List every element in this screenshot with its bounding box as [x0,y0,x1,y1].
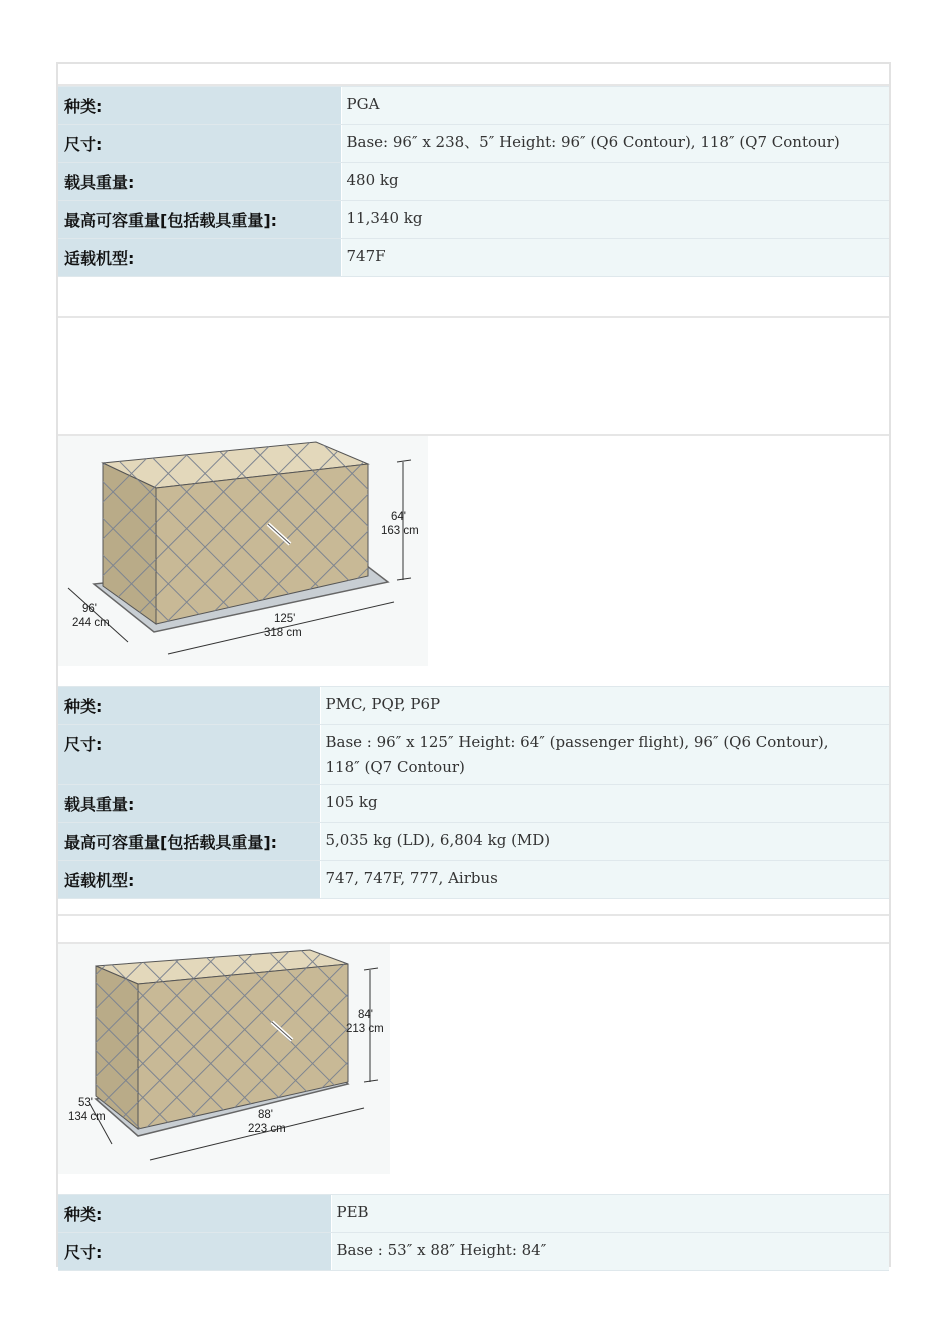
length-cm-label: 318 cm [264,627,302,639]
length-label: 125' [274,613,296,625]
table-row [58,125,889,163]
length-cm-label: 223 cm [248,1123,286,1135]
table-row [58,785,889,823]
row-label: 最高可容重量[包括载具重量]: [58,823,320,861]
row-value: Base: 96″ x 238、5″ Height: 96″ (Q6 Contour), 118″ (Q7 Contour) [341,125,889,163]
row-value: 11,340 kg [341,201,889,239]
table-row [58,725,889,785]
row-label: 适载机型: [58,861,320,899]
row-label: 尺寸: [58,725,320,785]
row-value: PGA [341,87,889,125]
row-value: 747, 747F, 777, Airbus [320,861,889,899]
spec-table-peb [58,1194,889,1271]
row-label: 种类: [58,687,320,725]
width-cm-label: 134 cm [68,1111,106,1123]
row-value: Base : 53″ x 88″ Height: 84″ [331,1233,889,1271]
row-value: PEB [331,1195,889,1233]
table-row [58,1195,889,1233]
pallet-peb-image [58,944,390,1174]
spacer-row [58,890,889,916]
row-value: 747F [341,239,889,277]
spacer-row [58,318,889,436]
row-value: Base : 96″ x 125″ Height: 64″ (passenger flight), 96″ (Q6 Contour), 118″ (Q7 Contour) [320,725,889,785]
width-cm-label: 244 cm [72,617,110,629]
table-row [58,1233,889,1271]
pallet-image-row [58,944,889,1196]
row-label: 尺寸: [58,1233,331,1271]
spacer-row [58,916,889,944]
table-row [58,87,889,125]
height-cm-label: 213 cm [346,1023,384,1035]
spacer-row [58,64,889,86]
table-row [58,687,889,725]
length-label: 88' [258,1109,273,1121]
height-label: 64' [391,511,406,523]
row-label: 种类: [58,1195,331,1233]
row-value: 5,035 kg (LD), 6,804 kg (MD) [320,823,889,861]
height-label: 84' [358,1009,373,1021]
row-label: 适载机型: [58,239,341,277]
height-cm-label: 163 cm [381,525,419,537]
row-label: 最高可容重量[包括载具重量]: [58,201,341,239]
table-row [58,239,889,277]
row-value: 105 kg [320,785,889,823]
row-label: 载具重量: [58,785,320,823]
row-label: 载具重量: [58,163,341,201]
width-label: 53' [78,1097,93,1109]
width-label: 96' [82,603,97,615]
spec-table-pga [58,86,889,277]
pallet-pmc-image [58,436,428,666]
table-row [58,163,889,201]
pallet-image-row [58,436,889,688]
document-sheet [56,62,891,1267]
table-row [58,201,889,239]
row-value: 480 kg [341,163,889,201]
row-label: 尺寸: [58,125,341,163]
row-value: PMC, PQP, P6P [320,687,889,725]
row-label: 种类: [58,87,341,125]
spec-table-pmc [58,686,889,899]
spacer-row [58,292,889,318]
table-row [58,823,889,861]
